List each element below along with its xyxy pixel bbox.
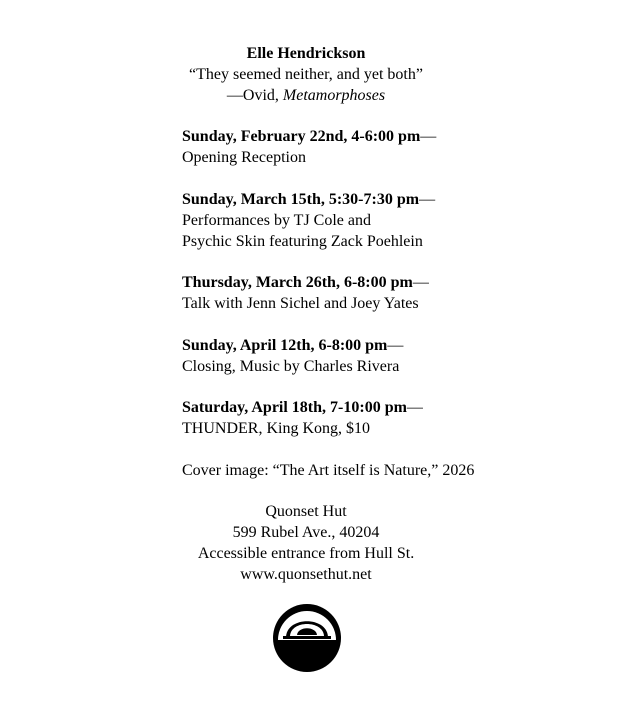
event-date: Saturday, April 18th, 7-10:00 pm [182,399,407,416]
event-dash: — [419,191,436,208]
event-dash: — [412,274,429,291]
event-3-date-line [182,273,429,293]
epigraph-attribution [227,86,385,106]
cover-image-credit: Cover image: “The Art itself is Nature,” 2026 [182,462,475,479]
event-dash: — [387,337,404,354]
event-date: Thursday, March 26th, 6-8:00 pm [182,274,413,291]
event-2-date-line [182,190,435,210]
event-date: Sunday, March 15th, 5:30-7:30 pm [182,191,420,208]
artist-name: Elle Hendrickson [246,45,366,62]
event-1-date-line [182,127,436,147]
event-2-description-line-1: Performances by TJ Cole and [182,212,371,229]
epigraph-quote: “They seemed neither, and yet both” [189,66,423,83]
quonset-hut-logo-icon [271,602,343,674]
logo-ground-line [283,636,331,639]
event-5-description: THUNDER, King Kong, $10 [182,420,370,437]
venue-website[interactable]: www.quonsethut.net [240,566,372,583]
event-5-date-line [182,398,423,418]
event-dash: — [406,399,423,416]
event-4-date-line [182,336,403,356]
attribution-prefix: —Ovid, [226,87,283,104]
event-4-description: Closing, Music by Charles Rivera [182,358,400,375]
event-3-description: Talk with Jenn Sichel and Joey Yates [182,295,419,312]
attribution-work: Metamorphoses [282,87,386,104]
event-dash: — [420,128,437,145]
event-2-description-line-2: Psychic Skin featuring Zack Poehlein [182,233,423,250]
event-date: Sunday, April 12th, 6-8:00 pm [182,337,388,354]
event-date: Sunday, February 22nd, 4-6:00 pm [182,128,421,145]
venue-name: Quonset Hut [265,503,347,520]
venue-address: 599 Rubel Ave., 40204 [232,524,380,541]
venue-accessibility: Accessible entrance from Hull St. [197,545,415,562]
event-1-description: Opening Reception [182,149,306,166]
